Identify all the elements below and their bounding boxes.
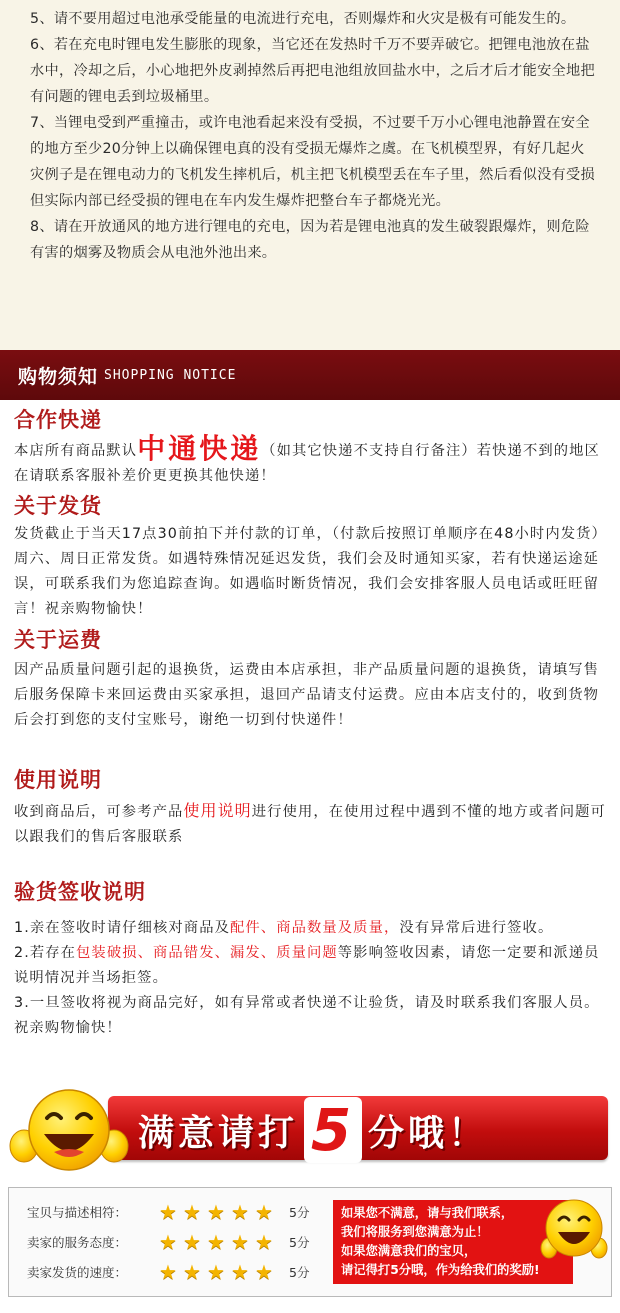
rating-note — [333, 1200, 573, 1284]
star-icon: ★ — [207, 1200, 225, 1224]
star-icon: ★ — [255, 1200, 273, 1224]
shipping-title: 关于发货 — [14, 494, 102, 518]
rating-row-description — [27, 1198, 309, 1226]
express-text-after: （如其它快递不支持自行备注）若快递不到的地区在请联系客服补差价更更换其他快递！ — [14, 443, 600, 484]
banner-text-right: 分哦！ — [368, 1112, 489, 1154]
freight-section — [14, 624, 610, 733]
rating-score: 5分 — [289, 1205, 310, 1220]
inspection-item-2-highlight: 包装破损、商品错发、漏发、质量问题 — [76, 945, 338, 961]
inspection-item-1 — [14, 916, 610, 941]
smiley-thumbs-up-icon — [4, 1080, 134, 1176]
inspection-item-2 — [14, 941, 610, 991]
notice-title-cn: 购物须知 — [18, 365, 99, 388]
safety-item-6: 6、若在充电时锂电发生膨胀的现象，当它还在发热时千万不要弄破它。把锂电池放在盐水中，冷却之后，小心地把外皮剥掉然后再把电池组放回盐水中，之后才后才能安全地把有问题的锂电丢到垃圾桶里。 — [30, 37, 596, 105]
shipping-text: 发货截止于当天17点30前拍下并付款的订单，（付款后按照订单顺序在48小时内发货）周六、周日正常发货。如遇特殊情况延迟发货，我们会及时通知买家，若有快递运途延误，可联系我们为您追踪查询。如遇临时断货情况，我们会安排客服人员电话或旺旺留言！祝亲购物愉快！ — [14, 526, 607, 617]
freight-text: 因产品质量问题引起的退换货，运费由本店承担，非产品质量问题的退换货，请填写售后服务保障卡来回运费由买家承担，退回产品请支付运费。应由本店支付的，收到货物后会打到您的支付宝账号，谢绝一切到付快递件！ — [14, 662, 600, 728]
banner-text-left: 满意请打 — [138, 1112, 299, 1154]
rating-note-line-2: 我们将服务到您满意为止！ — [341, 1225, 489, 1239]
inspection-item-2-after: 等影响签收因素，请您一定要和派递员说明情况并当场拒签。 — [14, 945, 600, 986]
inspection-title: 验货签收说明 — [14, 880, 146, 904]
battery-safety-section — [0, 0, 620, 350]
rating-note-line-4: 请记得打5分哦，作为给我们的奖励! — [341, 1263, 540, 1277]
rating-panel — [8, 1187, 612, 1297]
usage-text-before: 收到商品后，可参考产品 — [14, 804, 184, 820]
usage-section — [14, 764, 610, 850]
notice-title-en: SHOPPING NOTICE — [104, 367, 237, 383]
shopping-notice-header — [0, 350, 620, 400]
inspection-item-2-before: 2.若存在 — [14, 945, 77, 961]
inspection-item-1-before: 1.亲在签收时请仔细核对商品及 — [14, 920, 230, 936]
star-icon: ★ — [183, 1260, 201, 1284]
star-icon: ★ — [159, 1230, 177, 1254]
star-icon: ★ — [159, 1260, 177, 1284]
star-group — [159, 1202, 275, 1222]
usage-highlight: 使用说明 — [183, 801, 252, 820]
express-title: 合作快递 — [14, 408, 102, 432]
star-group — [159, 1232, 275, 1252]
star-icon: ★ — [231, 1230, 249, 1254]
rating-row-delivery — [27, 1258, 309, 1286]
rating-label: 宝贝与描述相符： — [27, 1205, 128, 1220]
star-group — [159, 1262, 275, 1282]
rating-score: 5分 — [289, 1265, 310, 1280]
star-icon: ★ — [207, 1230, 225, 1254]
star-icon: ★ — [255, 1260, 273, 1284]
rating-label: 卖家发货的速度： — [27, 1265, 128, 1280]
rating-note-line-1: 如果您不满意，请与我们联系， — [341, 1206, 514, 1220]
inspection-item-1-highlight: 配件、商品数量及质量， — [230, 920, 400, 936]
star-icon: ★ — [207, 1260, 225, 1284]
inspection-item-1-after: 没有异常后进行签收。 — [399, 920, 554, 936]
banner-text — [138, 1090, 488, 1170]
usage-text — [14, 798, 610, 850]
shipping-section — [14, 490, 610, 622]
star-icon: ★ — [231, 1200, 249, 1224]
star-icon: ★ — [159, 1200, 177, 1224]
inspection-section — [14, 876, 610, 1041]
safety-item-7: 7、当锂电受到严重撞击，或许电池看起来没有受损，不过要千万小心锂电池静置在安全的地方至少20分钟上以确保锂电真的没有受损无爆炸之虞。在飞机模型界，有好几起火灾例子是在锂电动力的飞机发生摔机后，机主把飞机模型丢在车子里，然后看似没有受损但实际内部已经受损的锂电在车内发生爆炸把整台车子都烧光光。 — [30, 115, 596, 209]
express-section — [14, 404, 610, 489]
star-icon: ★ — [255, 1230, 273, 1254]
rating-label: 卖家的服务态度： — [27, 1235, 128, 1250]
rating-note-line-3: 如果您满意我们的宝贝， — [341, 1244, 477, 1258]
express-text-before: 本店所有商品默认 — [14, 443, 138, 459]
smiley-face-icon — [539, 1192, 609, 1270]
freight-title: 关于运费 — [14, 628, 102, 652]
safety-item-8: 8、请在开放通风的地方进行锂电的充电，因为若是锂电池真的发生破裂跟爆炸，则危险有害的烟雾及物质会从电池外池出来。 — [30, 219, 590, 261]
inspection-item-3: 3.一旦签收将视为商品完好，如有异常或者快递不让验货，请及时联系我们客服人员。祝亲购物愉快！ — [14, 995, 600, 1036]
rating-row-service — [27, 1228, 309, 1256]
star-icon: ★ — [183, 1200, 201, 1224]
usage-text-after: 进行使用，在使用过程中遇到不懂的地方或者问题可以跟我们的售后客服联系 — [14, 804, 606, 845]
express-text — [14, 432, 610, 489]
star-icon: ★ — [231, 1260, 249, 1284]
safety-item-5: 5、请不要用超过电池承受能量的电流进行充电，否则爆炸和火灾是极有可能发生的。 — [30, 11, 576, 27]
rate-five-banner — [8, 1090, 612, 1170]
rating-score: 5分 — [289, 1235, 310, 1250]
banner-number-five: 5 — [304, 1097, 362, 1163]
express-highlight: 中通快递 — [137, 432, 262, 465]
usage-title: 使用说明 — [14, 768, 102, 792]
star-icon: ★ — [183, 1230, 201, 1254]
